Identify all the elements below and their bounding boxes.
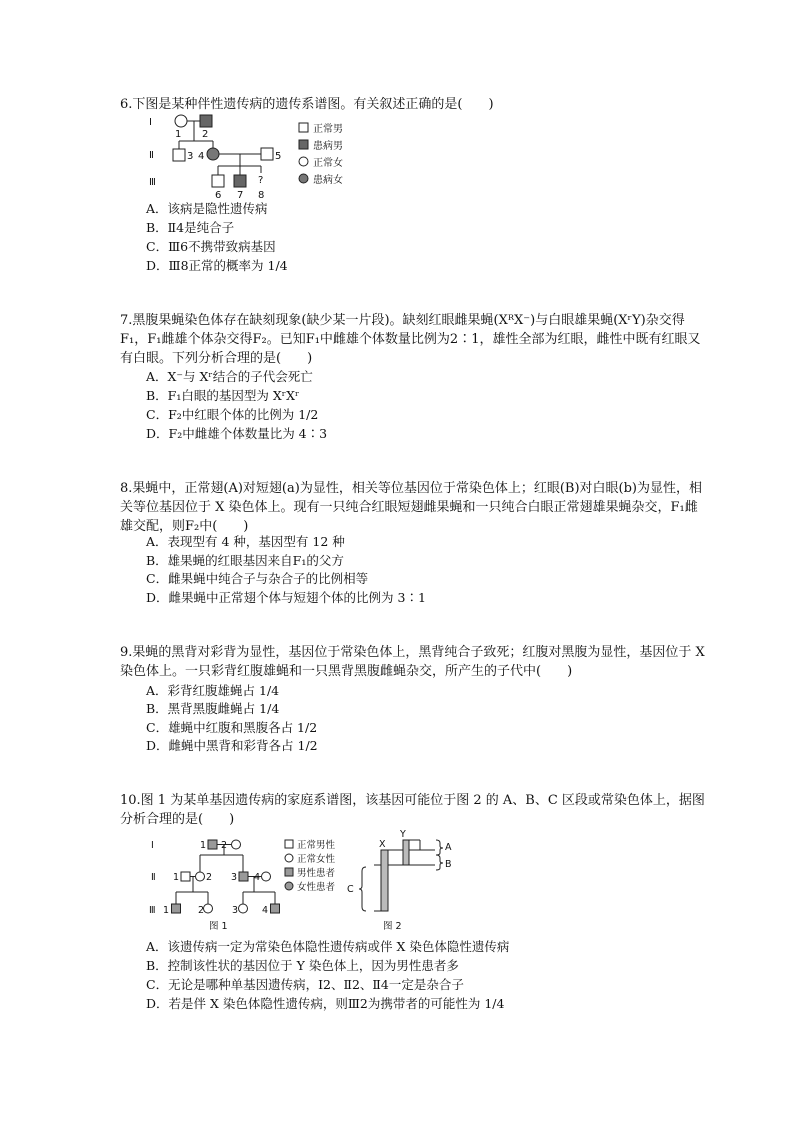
q10-iii3-normal-female-icon [239,904,248,913]
q6-option-d: D．Ⅲ8正常的概率为 1/4 [146,258,288,273]
q6-member-label: 7 [237,190,244,201]
q10-option-d: D．若是伴 X 染色体隐性遗传病，则Ⅲ2为携带者的可能性为 1/4 [146,996,505,1011]
q6-legend-label: 患病女 [313,175,343,186]
q10-member-label: 1 [200,840,207,851]
q10-option-b: B．控制该性状的基因位于 Y 染色体上，因为男性患者多 [146,958,459,973]
q10-legend-label: 正常男性 [297,840,336,851]
question-10-stem: 10.图 1 为某单基因遗传病的家庭系谱图，该基因可能位于图 2 的 A、B、C 区段或常染色体上，据图分析合理的是( ) [120,793,705,827]
x-chromosome-shape [381,850,388,911]
fig2-y-label: Y [400,829,406,840]
q10-member-label: 3 [232,905,239,916]
q10-iii1-affected-male-icon [172,904,181,913]
q6-member-unknown: ? [258,175,264,186]
q7-option-b: B．F₁白眼的基因型为 XʳXʳ [146,388,300,403]
q6-member-label: 6 [215,190,222,201]
q10-ii4-normal-female-icon [262,872,271,881]
q8-option-b: B．雄果蝇的红眼基因来自F₁的父方 [146,553,344,568]
q6-pedigree-figure [140,111,370,203]
y-chromosome-shape [403,840,409,865]
q10-iii4-affected-male-icon [271,904,280,913]
q10-gen-label: Ⅲ [149,905,156,916]
q8-option-a: A．表现型有 4 种，基因型有 12 种 [146,534,345,549]
question-10 [120,791,705,829]
q9-option-c: C．雄蝇中红腹和黑腹各占 1/2 [146,720,318,735]
legend-affected-male-icon [299,140,308,149]
fig2-c-label: C [347,884,354,895]
q8-option-c: C．雌果蝇中纯合子与杂合子的比例相等 [146,571,369,586]
fig2-a-label: A [445,842,452,853]
q10-legend-label: 正常女性 [297,854,336,865]
question-9-stem: 9.果蝇的黑背对彩背为显性，基因位于常染色体上，黑背纯合子致死；红腹对黑腹为显性，基因位于 X 染色体上。一只彩背红腹雄蝇和一只黑背黑腹雌蝇杂交，所产生的子代中( ) [120,645,705,679]
q10-ii2-normal-female-icon [196,872,205,881]
q10-option-c: C．无论是哪种单基因遗传病，Ⅰ2、Ⅱ2、Ⅱ4一定是杂合子 [146,977,464,992]
q6-option-b: B．Ⅱ4是纯合子 [146,220,235,235]
q10-member-label: 2 [206,872,213,883]
q10-member-label: 4 [254,872,261,883]
fig2-b-label: B [445,859,452,870]
q10-legend-label: 女性患者 [297,882,336,893]
question-7 [120,311,705,368]
question-6-stem: 6.下图是某种伴性遗传病的遗传系谱图。有关叙述正确的是( ) [120,97,494,112]
q6-member-label: 2 [202,129,209,140]
q8-option-d: D．雌果蝇中正常翅个体与短翅个体的比例为 3∶1 [146,590,426,605]
q9-option-a: A．彩背红腹雄蝇占 1/4 [146,683,280,698]
legend-normal-female-icon [299,157,308,166]
q6-i2-affected-male-icon [200,115,212,127]
q6-member-label: 8 [258,190,265,201]
fig1-caption: 图 1 [209,921,228,932]
q6-legend-label: 正常男 [313,124,343,135]
q10-ii1-normal-male-icon [181,872,190,881]
fig2-x-label: X [379,839,386,850]
q6-gen-label: Ⅱ [149,150,154,161]
q6-member-label: 4 [198,151,205,162]
question-8 [120,479,705,536]
legend-affected-female-icon [299,174,308,183]
q10-i2-normal-female-icon [232,840,241,849]
q6-legend-label: 患病男 [313,141,343,152]
q6-ii5-normal-male-icon [261,148,273,160]
q6-member-label: 3 [187,151,194,162]
q6-option-a: A．该病是隐性遗传病 [146,201,268,216]
q10-gen-label: Ⅱ [151,872,156,883]
q7-option-c: C．F₂中红眼个体的比例为 1/2 [146,407,319,422]
q10-member-label: 2 [221,840,228,851]
q10-member-label: 2 [198,905,205,916]
q10-member-label: 3 [231,872,238,883]
q10-member-label: 1 [163,905,170,916]
legend-normal-male-icon [285,840,293,848]
q6-option-c: C．Ⅲ6不携带致病基因 [146,239,276,254]
q10-i1-affected-male-icon [208,840,217,849]
legend-normal-female-icon [285,854,293,862]
q10-legend-label: 男性患者 [297,868,336,879]
q10-figure [142,829,474,937]
q10-option-a: A．该遗传病一定为常染色体隐性遗传病或伴 X 染色体隐性遗传病 [146,939,510,954]
q10-ii3-affected-male-icon [239,872,248,881]
q9-option-b: B．黑背黑腹雌蝇占 1/4 [146,701,280,716]
q9-option-d: D．雌蝇中黑背和彩背各占 1/2 [146,738,318,753]
q6-member-label: 1 [175,129,182,140]
q7-option-a: A．X⁻与 Xʳ结合的子代会死亡 [146,369,313,384]
q6-ii3-normal-male-icon [173,149,185,161]
q10-member-label: 4 [262,905,269,916]
question-7-stem: 7.黑腹果蝇染色体存在缺刻现象(缺少某一片段)。缺刻红眼雌果蝇(XᴿX⁻)与白眼雄果蝇(XʳY)杂交得F₁，F₁雌雄个体杂交得F₂。已知F₁中雌雄个体数量比例为2∶1，雄性全部为红眼，雌性中既有红眼又有白眼。下列分析合理的是( ) [120,313,701,366]
legend-normal-male-icon [299,123,308,132]
q10-member-label: 1 [173,872,180,883]
q6-i1-normal-female-icon [175,115,187,127]
q6-gen-label: Ⅲ [149,177,156,188]
legend-male-patient-icon [285,868,293,876]
question-9 [120,643,705,681]
q6-ii4-affected-female-icon [207,148,219,160]
legend-female-patient-icon [285,882,293,890]
q6-legend-label: 正常女 [313,158,343,169]
q10-iii2-normal-female-icon [204,904,213,913]
q6-gen-label: Ⅰ [149,117,152,128]
fig2-caption: 图 2 [383,921,402,932]
q10-gen-label: Ⅰ [151,840,154,851]
q6-member-label: 5 [275,151,282,162]
q6-iii6-normal-male-icon [212,175,224,187]
question-8-stem: 8.果蝇中，正常翅(A)对短翅(a)为显性，相关等位基因位于常染色体上；红眼(B)对白眼(b)为显性，相关等位基因位于 X 染色体上。现有一只纯合红眼短翅雌果蝇和一只纯合白眼正常翅雄果蝇杂交，F₁雌雄交配，则F₂中( ) [120,481,702,534]
q7-option-d: D．F₂中雌雄个体数量比为 4∶3 [146,426,328,441]
q6-iii7-affected-male-icon [234,175,246,187]
